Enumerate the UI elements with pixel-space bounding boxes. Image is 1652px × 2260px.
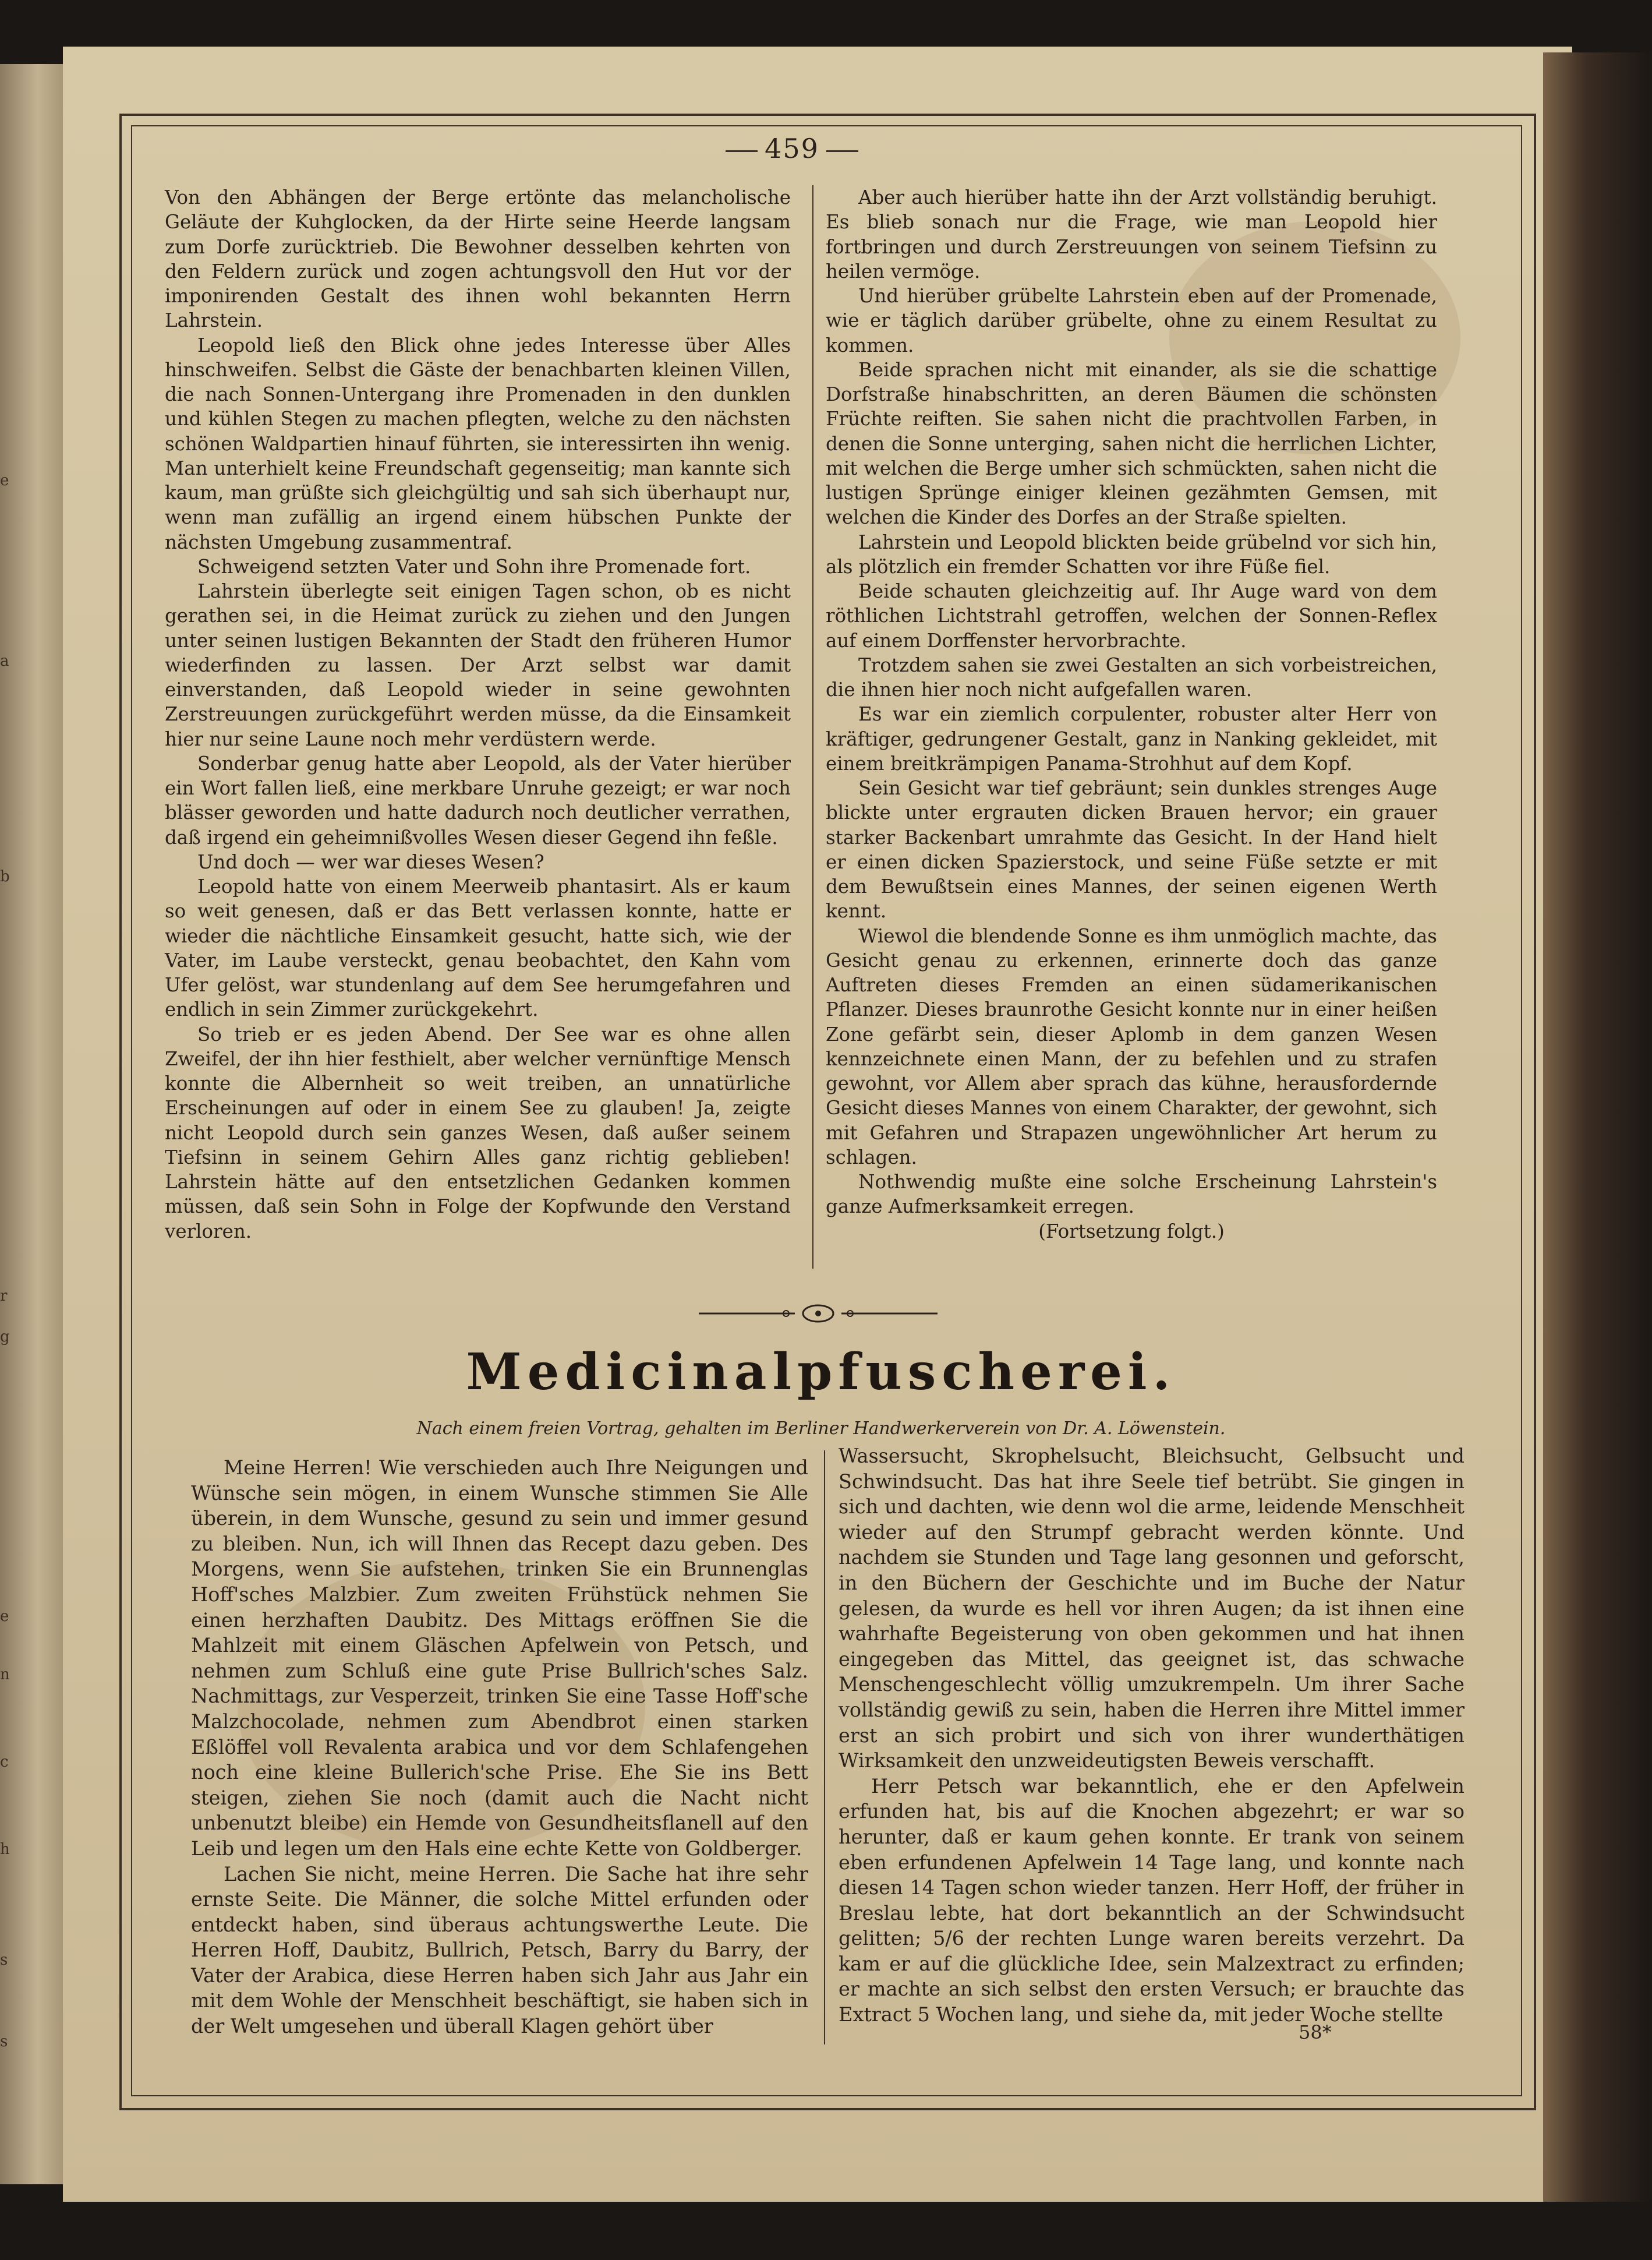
story-paragraph: Lahrstein überlegte seit einigen Tagen schon, ob es nicht gerathen sei, in die Heimat zurück zu ziehen und den Jungen unter seinen lustigen Bekannten der Stadt den früheren Humor wiederfinden zu lassen. Der Arzt selbst war damit einverstanden, daß Leopold wieder in seine gewohnten Zerstreuungen zurückgeführt werden müsse, da die Einsamkeit hier nur seine Laune noch mehr verdüstern werde. [165,580,791,750]
prev-page-fragment: s [0,1951,8,1969]
prev-page-fragment: g [0,1328,10,1346]
story-paragraph: So trieb er es jeden Abend. Der See war es ohne allen Zweifel, der ihn hier festhielt, aber welcher vernünftige Mensch konnte die Albernheit so weit treiben, an unnatürliche Erscheinungen auf oder in einem See zu glauben! Ja, zeigte nicht Leopold durch sein ganzes Wesen, daß außer seinem Tiefsinn in seinem Gehirn Alles ganz richtig geblieben! Lahrstein hätte auf den entsetzlichen Gedanken kommen müssen, daß sein Sohn in Folge der Kopfwunde den Verstand verloren. [165,1023,791,1242]
page-edge-shadow [1543,52,1652,2202]
story-paragraph: Wiewol die blendende Sonne es ihm unmöglich machte, das Gesicht genau zu erkennen, erinnerte doch das ganze Auftreten dieses Fremden an einen südamerikanischen Pflanzer. Dieses braunrothe Gesicht konnte nur in einer heißen Zone gefärbt sein, dieser Aplomb in dem ganzen Wesen kennzeichnete einen Mann, der zu befehlen und zu strafen gewohnt, vor Allem aber sprach das kühne, herausfordernde Gesicht dieses Mannes von einem Charakter, der gewohnt, sich mit Gefahren und Strapazen ungewöhnlicher Art herum zu schlagen. [826,924,1437,1168]
previous-page-edge [0,64,65,2184]
prev-page-fragment: s [0,2033,8,2050]
story-paragraph: Aber auch hierüber hatte ihn der Arzt vollständig beruhigt. Es blieb sonach nur die Frage, wie man Leopold hier fortbringen und durch Zerstreuungen von seinem Tiefsinn zu heilen vermöge. [826,186,1437,282]
article-paragraph: Meine Herren! Wie verschieden auch Ihre Neigungen und Wünsche sein mögen, in einem Wunsche stimmen Sie Alle überein, in dem Wunsche, gesund zu sein und immer gesund zu bleiben. Nun, ich will Ihnen das Recept dazu geben. Des Morgens, wenn Sie aufstehen, trinken Sie ein Brunnenglas Hoff'sches Malzbier. Zum zweiten Frühstück nehmen Sie einen herzhaften Daubitz. Des Mittags eröffnen Sie die Mahlzeit mit einem Gläschen Apfelwein von Petsch, und nehmen zum Schluß eine gute Prise Bullrich'sches Salz. Nachmittags, zur Vesperzeit, trinken Sie eine Tasse Hoff'sche Malzchocolade, nehmen zum Abendbrot einen starken Eßlöffel voll Revalenta arabica und vor dem Schlafengehen noch eine kleine Bullerich'sche Prise. Ehe Sie ins Bett steigen, ziehen Sie noch (damit auch die Nacht nicht unbenutzt bleibe) ein Hemde von Gesundheitsflanell auf den Leib und legen um den Hals eine echte Kette von Goldberger. [191,1456,808,1860]
prev-page-fragment: b [0,868,10,885]
prev-page-fragment: e [0,472,9,489]
article-paragraph: Herr Petsch war bekanntlich, ehe er den Apfelwein erfunden hat, bis auf die Knochen abgezehrt; er war so herunter, daß er kaum gehen konnte. Er trank von seinem eben erfundenen Apfelwein 14 Tage lang, und konnte nach diesen 14 Tagen schon wieder tanzen. Herr Hoff, der früher in Breslau lebte, hat dort bekanntlich an der Schwindsucht gelitten; 5/6 der rechten Lunge waren bereits verzehrt. Da kam er auf die glückliche Idee, sein Malzextract zu erfinden; er machte an sich selbst den ersten Versuch; er brauchte das Extract 5 Wochen lang, und siehe da, mit jeder Woche stellte [839,1774,1464,2026]
prev-page-fragment: c [0,1753,9,1771]
ornamental-divider [699,1302,938,1325]
story-paragraph: Und doch — wer war dieses Wesen? [197,850,544,873]
story-paragraph: Lahrstein und Leopold blickten beide grübelnd vor sich hin, als plötzlich ein fremder Schatten vor ihre Füße fiel. [826,531,1437,578]
prev-page-fragment: n [0,1666,10,1683]
signature-mark: 58* [1299,2021,1332,2043]
page-number-text: 459 [765,133,819,164]
story-paragraph: Und hierüber grübelte Lahrstein eben auf der Promenade, wie er täglich darüber grübelte, ohne zu einem Resultat zu kommen. [826,285,1437,356]
column-rule [824,1450,825,2044]
story-paragraph: Leopold hatte von einem Meerweib phantasirt. Als er kaum so weit genesen, daß er das Bett verlassen konnte, hatte er wieder die nächtliche Einsamkeit gesucht, hatte sich, wie der Vater, im Laube versteckt, genau beobachtet, den Kahn vom Ufer gelöst, war stundenlang auf dem See herumgefahren und endlich in sein Zimmer zurückgekehrt. [165,875,791,1021]
story-paragraph: Von den Abhängen der Berge ertönte das melancholische Geläute der Kuhglocken, da der Hirte seine Heerde langsam zum Dorfe zurücktrieb. Die Bewohner desselben kehrten von den Feldern zurück und zogen achtungsvoll den Hut vor der imponirenden Gestalt des ihnen wohl bekannten Herrn Lahrstein. [165,186,791,332]
story-paragraph: Schweigend setzten Vater und Sohn ihre Promenade fort. [197,555,751,578]
story-paragraph: Beide sprachen nicht mit einander, als sie die schattige Dorfstraße hinabschritten, an deren Bäumen die schönsten Früchte reiften. Sie sahen nicht die prachtvollen Farben, in denen die Sonne unterging, sahen nicht die herrlichen Lichter, mit welchen die Berge umher sich schmückten, sahen nicht die lustigen Sprünge einiger kleinen gezähmten Gemsen, mit welchen die Kinder des Dorfes an der Straße spielten. [826,358,1437,529]
prev-page-fragment: e [0,1608,9,1625]
story-paragraph: Es war ein ziemlich corpulenter, robuster alter Herr von kräftiger, gedrungener Gestalt, ganz in Nanking gekleidet, mit einem breitkrämpigen Panama-Strohhut auf dem Kopf. [826,703,1437,775]
prev-page-fragment: r [0,1287,8,1305]
article-paragraph: Wassersucht, Skrophelsucht, Bleichsucht, Gelbsucht und Schwindsucht. Das hat ihre Seele tief betrübt. Sie gingen in sich und dachten, wie denn wol die arme, leidende Menschheit wieder auf den Strumpf gebracht werden könnte. Und nachdem sie Stunden und Tage lang gesonnen und geforscht, in den Büchern der Geschichte und im Buche der Natur gelesen, da wurde es hell vor ihren Augen; da ist ihnen eine wahrhafte Begeisterung von oben gekommen und hat ihnen eingegeben das Mittel, das geeignet ist, das schwache Menschengeschlecht völlig umzukrempeln. Um ihrer Sache vollständig gewiß zu sein, haben die Herren ihre Mittel immer erst an sich probirt und sich von ihrer wunderthätigen Wirksamkeit den unzweideutigsten Beweis verschafft. [839,1445,1464,1772]
story-paragraph: Leopold ließ den Blick ohne jedes Interesse über Alles hinschweifen. Selbst die Gäste der benachbarten kleinen Villen, die nach Sonnen-Untergang ihre Promenaden in den dunklen und kühlen Stegen zu machen pflegten, welche zu den nächsten schönen Waldpartien hinauf führten, sie interessirten ihn wenig. Man unterhielt keine Freundschaft gegenseitig; man kannte sich kaum, man grüßte sich gleichgültig und sah sich überhaupt nur, wenn man zufällig an irgend einem hübschen Punkte der nächsten Umgebung zusammentraf. [165,334,791,553]
story-paragraph: Nothwendig mußte eine solche Erscheinung Lahrstein's ganze Aufmerksamkeit erregen. [826,1171,1437,1218]
article-left-column [191,1455,808,2039]
story-right-column [826,185,1437,1244]
article-subtitle: Nach einem freien Vortrag, gehalten im Berliner Handwerkerverein von Dr. A. Löwenstein. [416,1418,1226,1439]
continued-note: (Fortsetzung folgt.) [1038,1220,1225,1242]
story-paragraph: Trotzdem sahen sie zwei Gestalten an sich vorbeistreichen, die ihnen hier noch nicht aufgefallen waren. [826,654,1437,701]
story-paragraph: Beide schauten gleichzeitig auf. Ihr Auge ward von dem röthlichen Lichtstrahl getroffen, welchen der Sonnen-Reflex auf einem Dorffenster hervorbrachte. [826,580,1437,652]
article-right-column [839,1443,1464,2028]
story-left-column [165,185,791,1244]
prev-page-fragment: a [0,652,9,670]
story-paragraph: Sein Gesicht war tief gebräunt; sein dunkles strenges Auge blickte unter ergrauten dicken Brauen hervor; ein grauer starker Backenbart umrahmte das Gesicht. In der Hand hielt er einen dicken Spazierstock, und seine Füße setzte er mit dem Bewußtsein eines Mannes, der seinen eigenen Werth kennt. [826,777,1437,923]
column-rule [812,185,813,1269]
story-paragraph: Sonderbar genug hatte aber Leopold, als der Vater hierüber ein Wort fallen ließ, eine merkbare Unruhe gezeigt; er war noch blässer geworden und hatte dadurch noch deutlicher verrathen, daß irgend ein geheimnißvolles Wesen dieser Gegend ihn feßle. [165,752,791,849]
article-title: Medicinalpfuscherei. [466,1343,1176,1401]
page-number [705,133,879,164]
article-paragraph: Lachen Sie nicht, meine Herren. Die Sache hat ihre sehr ernste Seite. Die Männer, die solche Mittel erfunden oder entdeckt haben, sind überaus achtungswerthe Leute. Die Herren Hoff, Daubitz, Bullrich, Petsch, Barry du Barry, der Vater der Arabica, diese Herren haben sich Jahr aus Jahr ein mit dem Wohle der Menschheit beschäftigt, sie haben sich in der Welt umgesehen und überall Klagen gehört über [191,1862,808,2038]
prev-page-fragment: h [0,1841,10,1858]
